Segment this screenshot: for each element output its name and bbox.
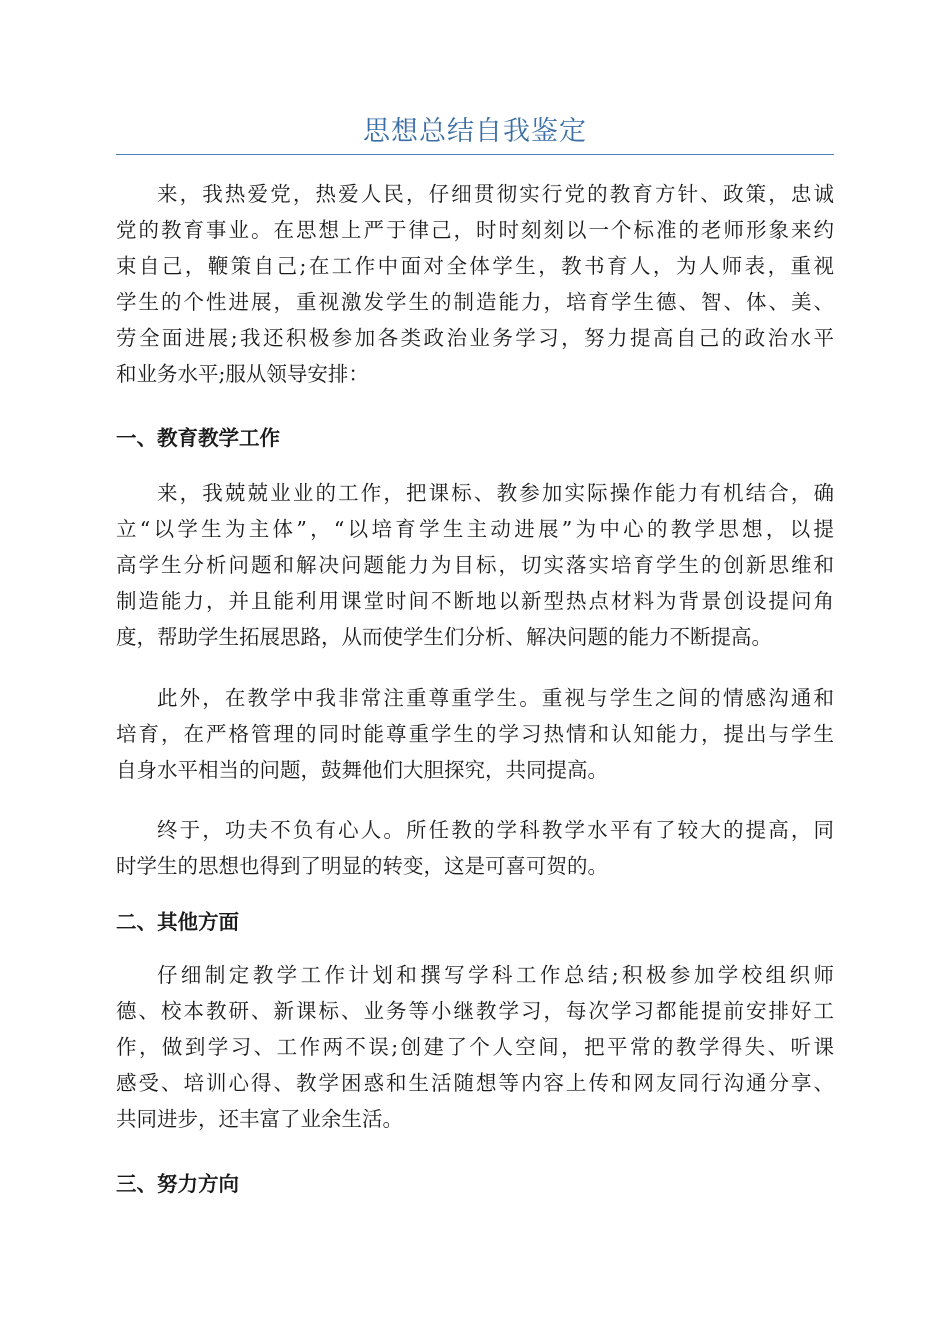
text-line: 共同进步，还丰富了业余生活。 [116,1107,403,1131]
text-line: 立“以学生为主体”，“以培育学生主动进展”为中心的教学思想，以提 [116,517,834,541]
teaching-paragraph-1 [116,475,834,655]
text-line: 制造能力，并且能利用课堂时间不断地以新型热点材料为背景创设提问角 [116,589,834,613]
text-line: 自身水平相当的问题，鼓舞他们大胆探究，共同提高。 [116,758,608,782]
text-line: 感受、培训心得、教学困惑和生活随想等内容上传和网友同行沟通分享、 [116,1071,834,1095]
text-line: 来，我热爱党，热爱人民，仔细贯彻实行党的教育方针、政策，忠诚 [157,182,834,206]
text-line: 终于，功夫不负有心人。所任教的学科教学水平有了较大的提高，同 [157,818,834,842]
section-heading-other: 二、其他方面 [116,910,239,934]
text-line: 和业务水平;服从领导安排： [116,362,369,386]
text-line: 来，我兢兢业业的工作，把课标、教参加实际操作能力有机结合，确 [157,481,834,505]
text-line: 时学生的思想也得到了明显的转变，这是可喜可贺的。 [116,854,608,878]
text-line: 此外，在教学中我非常注重尊重学生。重视与学生之间的情感沟通和 [157,686,834,710]
title-underline [116,154,834,155]
text-line: 党的教育事业。在思想上严于律己，时时刻刻以一个标准的老师形象来约 [116,218,834,242]
text-line: 度，帮助学生拓展思路，从而使学生们分析、解决问题的能力不断提高。 [116,625,772,649]
text-line: 作，做到学习、工作两不误;创建了个人空间，把平常的教学得失、听课 [116,1035,834,1059]
section-heading-teaching: 一、教育教学工作 [116,426,280,450]
text-line: 仔细制定教学工作计划和撰写学科工作总结;积极参加学校组织师 [157,963,834,987]
text-line: 学生的个性进展，重视激发学生的制造能力，培育学生德、智、体、美、 [116,290,834,314]
text-line: 德、校本教研、新课标、业务等小继教学习，每次学习都能提前安排好工 [116,999,834,1023]
text-line: 高学生分析问题和解决问题能力为目标，切实落实培育学生的创新思维和 [116,553,834,577]
other-paragraph-1 [116,957,834,1137]
teaching-paragraph-2 [116,680,834,788]
text-line: 束自己，鞭策自己;在工作中面对全体学生，教书育人，为人师表，重视 [116,254,834,278]
section-heading-direction: 三、努力方向 [116,1172,239,1196]
intro-paragraph [116,176,834,392]
text-line: 培育，在严格管理的同时能尊重学生的学习热情和认知能力，提出与学生 [116,722,834,746]
teaching-paragraph-3 [116,812,834,884]
text-line: 劳全面进展;我还积极参加各类政治业务学习，努力提高自己的政治水平 [116,326,834,350]
document-title: 思想总结自我鉴定 [363,116,587,147]
